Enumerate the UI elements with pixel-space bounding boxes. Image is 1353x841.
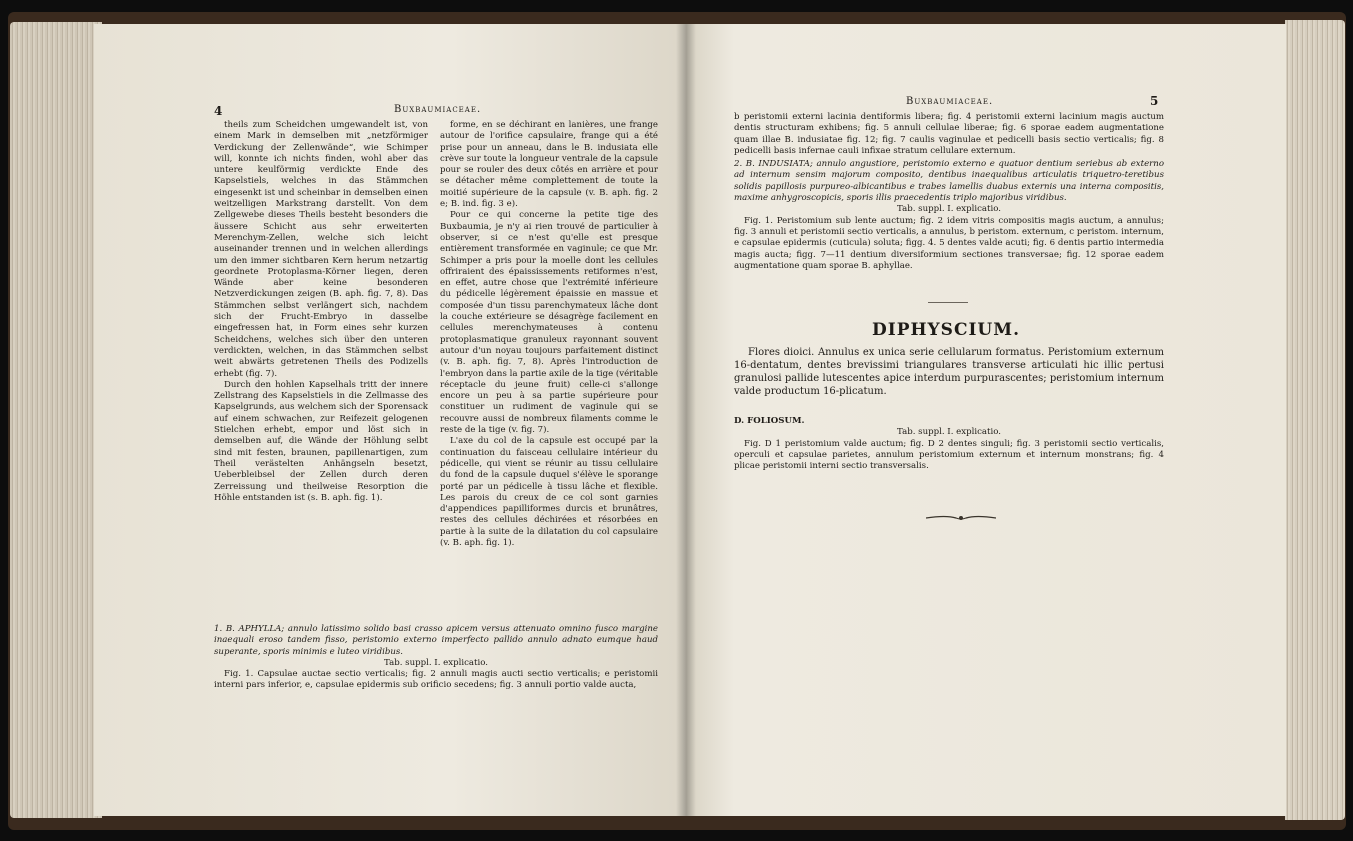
running-head: Buxbaumiaceae. (394, 104, 482, 115)
column-french (440, 120, 658, 549)
plate-caption: Tab. suppl. I. explicatio. (384, 657, 488, 668)
genus-title: DIPHYSCIUM. (872, 320, 1020, 340)
right-text-body (734, 112, 1164, 272)
genus-description (734, 346, 1164, 398)
paragraph: theils zum Scheidchen umgewandelt ist, von einem Mark in demselben mit „netzförmiger Verdickung der Zellenwände“, wie Schimper will, konnte ich nichts finden, wohl aber das untere keulförmig verdickte Ende des Kapselstiels, welches in das Stämmchen eingesenkt ist und scheinbar in demselben einen weitzelligen Markstrang darstellt. Von dem Zellgewebe dieses Theils besteht besonders die äussere Schicht aus sehr erweiterten Merenchym-Zellen, welche sich leicht auseinander trennen und in welchen allerdings um den immer sichtbaren Kern herum netzartig geordnete Protoplasma-Körner liegen, deren Wände aber keine besonderen Netzverdickungen zeigen (B. aph. fig. 7, 8). Das Stämmchen selbst verlängert sich, nachdem sich der Frucht-Embryo in dasselbe eingefressen hat, in Form eines sehr kurzen Scheidchens, welches sich über den unteren verdickten, welchen, in das Stämmchen selbst weit abwärts getretenen Theils des Podizells erhebt (fig. 7). (214, 120, 428, 379)
plate-explanation: Fig. 1. Capsulae auctae sectio verticalis; fig. 2 annuli magis aucti sectio verticalis; e peristomii interni pars inferior, e, capsulae epidermis sub orificio secedens; fig. 3 annuli portio valde aucta, (214, 669, 658, 691)
right-page (686, 24, 1286, 816)
column-german (214, 120, 428, 504)
left-page (94, 24, 686, 816)
ornament-divider-icon (926, 514, 996, 522)
page-number: 4 (214, 104, 223, 118)
paragraph: forme, en se déchirant en lanières, une frange autour de l'orifice capsulaire, frange qui a été prise pour un anneau, dans le B. indusiata elle crève sur toute la longueur ventrale de la capsule pour se rouler des deux côtés en arrière et pour se détacher même complettement de toute la moitié supérieure de la capsule (v. B. aph. fig. 2 e; B. ind. fig. 3 e). (440, 120, 658, 210)
divider (928, 302, 968, 303)
species-heading: 1. B. APHYLLA; annulo latissimo solido basi crasso apicem versus attenuato omnino fusco margine inaequali eroso tandem fisso, peristomio externo imperfecto pallido annulo adnato eumque haud superante, sporis minimis e luteo viridibus. (214, 624, 658, 657)
paragraph: L'axe du col de la capsule est occupé par la continuation du faisceau cellulaire intérieur du pédicelle, qui vient se réunir au tissu cellulaire du fond de la capsule duquel s'élève le sporange porté par un pédicelle à tissu lâche et flexible. Les parois du creux de ce col sont garnies d'appendices papilliformes durcis et brunâtres, restes des cellules déchirées et résorbées en partie à la suite de la dilatation du col capsulaire (v. B. aph. fig. 1). (440, 436, 658, 548)
species-foliosum (734, 416, 1164, 472)
page-edges-left (10, 22, 102, 818)
plate-explanation-continued: b peristomii externi lacinia dentiformis libera; fig. 4 peristomii externi lacinium magis auctum dentis structuram exhibens; fig. 5 annuli cellulae liberae; fig. 6 sporae eadem augmentatione quam illae B. indusiatae fig. 12; fig. 7 caulis vaginulae et pedicelli basis sectio verticalis; fig. 8 pedicelli basis infernae cauli infixae stratum cellulare externum. (734, 112, 1164, 156)
plate-explanation: Fig. D 1 peristomium valde auctum; fig. D 2 dentes singuli; fig. 3 peristomii sectio verticalis, operculi et capsulae parietes, annulum peristomium externum et internum monstrans; fig. 4 plicae peristomii interni sectio transversalis. (734, 438, 1164, 472)
species-description (214, 624, 658, 692)
page-number: 5 (1150, 94, 1159, 108)
genus-diagnosis: Flores dioici. Annulus ex unica serie cellularum formatus. Peristomium externum 16-dentatum, dentes brevissimi triangulares transverse articulati hic illic pertusi granulosi pallide lutescentes apice interdum purpurascentes; peristomium internum valde productum 16-plicatum. (734, 347, 1164, 397)
running-head: Buxbaumiaceae. (906, 96, 994, 107)
plate-explanation: Fig. 1. Peristomium sub lente auctum; fig. 2 idem vitris compositis magis auctum, a annulus; fig. 3 annuli et peristomii sectio verticalis, a annulus, b peristom. externum, c peristom. internum, e capsulae epidermis (cuticula) soluta; figg. 4. 5 dentes valde acuti; fig. 6 dentis partio intermedia magis aucta; figg. 7—11 dentium diversiformium sectiones transversae; fig. 12 sporae eadem augmentatione quam sporae B. aphyllae. (734, 215, 1164, 271)
paragraph: Pour ce qui concerne la petite tige des Buxbaumia, je n'y ai rien trouvé de particulier à observer, si ce n'est qu'elle est presque entièrement transformée en vaginule; ce que Mr. Schimper a pris pour la moelle dont les cellules offriraient des épaississements retiformes n'est, en effet, autre chose que l'extrémité inférieure du pédicelle légèrement épaissie en massue et composée d'un tissu parenchymateux lâche dont la couche extérieure se désagrège facilement en cellules merenchymateuses à contenu protoplasmatique granuleux rayonnant souvent autour d'un noyau toujours parfaitement distinct (v. B. aph. fig. 7, 8). Après l'introduction de l'embryon dans la partie axile de la tige (véritable réceptacle du jeune fruit) celle-ci s'allonge encore un peu à sa partie supérieure pour constituer un rudiment de vaginule qui se recouvre aussi de nombreux filaments comme le reste de la tige (v. fig. 7). (440, 210, 658, 436)
species-heading: 2. B. INDUSIATA; annulo angustiore, peristomio externo e quatuor dentium seriebus ab externo ad internum sensim majorum composito, dentibus inaequalibus articulatis triquetro-teretibus solidis papillosis purpureo-albicantibus e trabes lamellis duabus externis una interna compositis, maxime anhygroscopicis, sporis illis praecedentis triplo majoribus viridibus. (734, 159, 1164, 204)
species-heading: D. FOLIOSUM. (734, 416, 805, 426)
book-gutter (676, 24, 696, 816)
plate-caption: Tab. suppl. I. explicatio. (897, 204, 1001, 215)
paragraph: Durch den hohlen Kapselhals tritt der innere Zellstrang des Kapselstiels in die Zellmasse des Kapselgrunds, aus welchem sich der Sporensack auf einem schwachen, zur Reifezeit gelogenen Stielchen erhebt, empor und löst sich in demselben auf, die Wände der Höhlung selbt sind mit festen, braunen, papillenartigen, zum Theil verästelten Anhängseln besetzt, Ueberbleibsel der Zellen durch deren Zerreissung und theilweise Resorption die Höhle entstanden ist (s. B. aph. fig. 1). (214, 379, 428, 503)
page-edges-right (1285, 20, 1345, 820)
plate-caption: Tab. suppl. I. explicatio. (897, 427, 1001, 438)
